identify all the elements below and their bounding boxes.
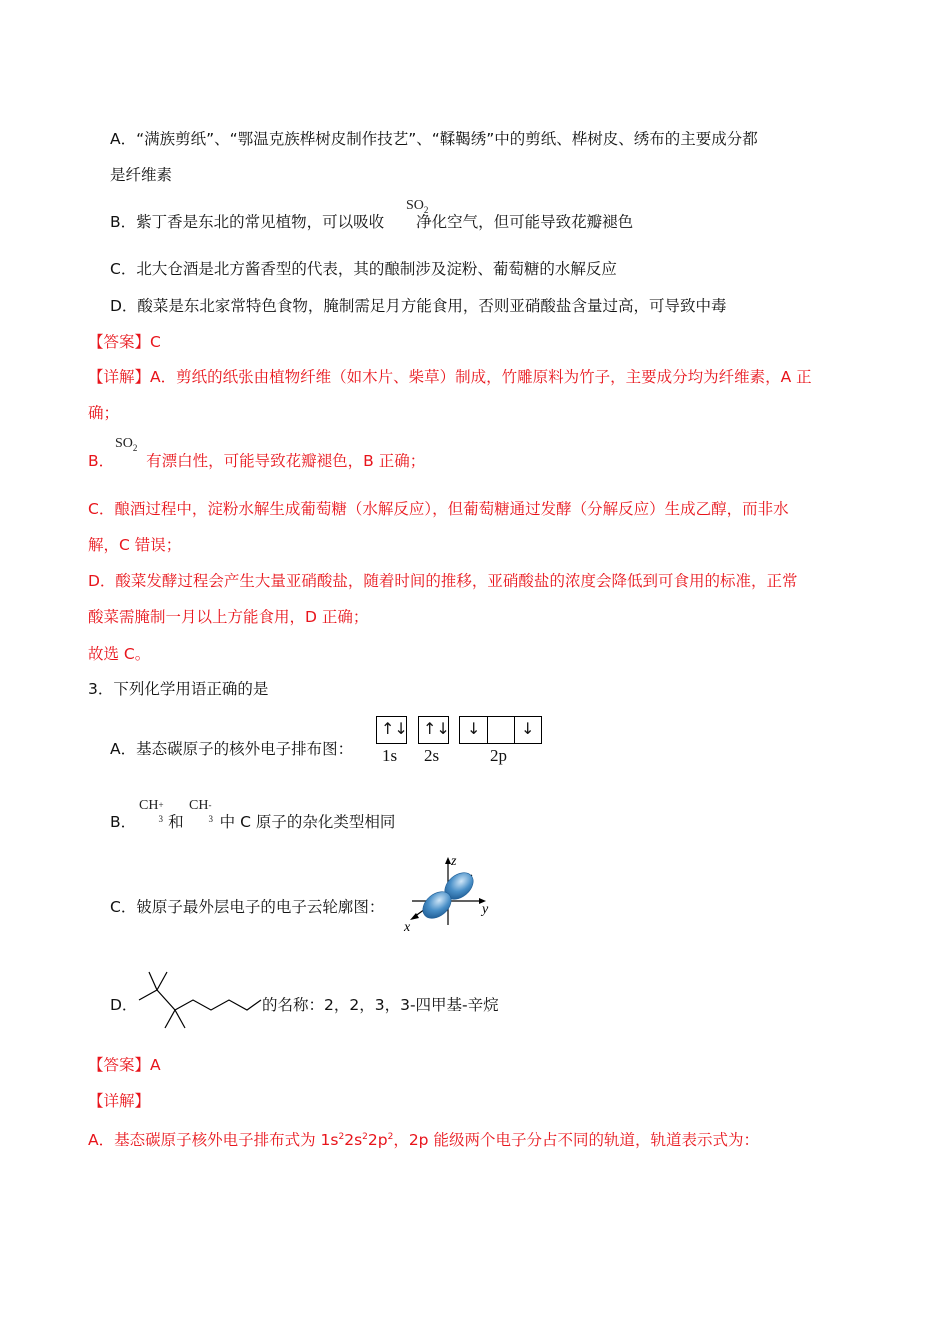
- q2-conclusion: 故选 C。: [88, 645, 151, 663]
- q2-answer: 【答案】C: [88, 333, 161, 351]
- q3-detail-a-mid2: 2p: [367, 1131, 388, 1150]
- orbital-2p-cell: [514, 717, 542, 743]
- x-axis-label: x: [404, 920, 411, 933]
- q3-option-c: C．铍原子最外层电子的电子云轮廓图：: [110, 898, 385, 916]
- orbital-label-2p: 2p: [490, 746, 507, 765]
- orbital-label-1s: 1s: [382, 746, 398, 765]
- q2-detail-d-line1: D．酸菜发酵过程会产生大量亚硝酸盐，随着时间的推移，亚硝酸盐的浓度会降低到可食用的标准，正常: [88, 572, 798, 590]
- so2-formula: [406, 198, 428, 215]
- ch3-cation-formula: [139, 798, 164, 824]
- electron-cloud-figure: [402, 855, 496, 933]
- q2-detail-b-pre: B．: [88, 452, 115, 470]
- q3-stem: 3．下列化学用语正确的是: [88, 680, 269, 698]
- ch3-anion-formula: [189, 798, 214, 824]
- q3-answer: 【答案】A: [88, 1056, 161, 1074]
- arrow-up-down-icon: ↑↓: [423, 719, 450, 738]
- orbital-2p-cell: [487, 717, 515, 743]
- superscript: 2: [387, 1132, 394, 1142]
- q3-option-a: A．基态碳原子的核外电子排布图：: [110, 740, 354, 758]
- so2-base: SO: [115, 436, 133, 451]
- z-axis-label: z: [451, 855, 457, 869]
- q2-detail-a-line1: 【详解】A．剪纸的纸张由植物纤维（如木片、柴草）制成，竹雕原料为竹子，主要成分均为纤维素，A 正: [88, 368, 812, 386]
- q2-detail-c-line1: C．酿酒过程中，淀粉水解生成葡萄糖（水解反应），但葡萄糖通过发酵（分解反应）生成乙醇，而非水: [88, 500, 789, 518]
- q3-detail-a-pre: A．基态碳原子核外电子排布式为 1s: [88, 1131, 339, 1150]
- q2-option-a-line2: 是纤维素: [110, 166, 173, 184]
- arrow-up-down-icon: ↑↓: [381, 719, 408, 738]
- ch3-base: CH: [139, 798, 159, 813]
- orbital-2s-box: [418, 716, 449, 744]
- so2-sub: 2: [132, 442, 138, 453]
- orbital-2p-box: [459, 716, 542, 744]
- arrow-down-icon: ↓: [467, 719, 481, 738]
- q3-detail-a-post: ，2p 能级两个电子分占不同的轨道，轨道表示式为：: [393, 1131, 759, 1150]
- so2-sub: 2: [423, 204, 429, 215]
- q3-option-d-name: 的名称：2，2，3，3-四甲基-辛烷: [262, 996, 499, 1014]
- ch3-charge: +: [158, 800, 164, 810]
- so2-formula-detail: [115, 436, 137, 453]
- q3-option-b-pre: B．: [110, 813, 137, 831]
- q2-detail-d-line2: 酸菜需腌制一月以上方能食用，D 正确；: [88, 608, 369, 626]
- skeletal-structure-figure: [135, 964, 265, 1036]
- q3-option-b: [110, 811, 395, 833]
- q2-option-b-pre: B．紫丁香是东北的常见植物，可以吸收: [110, 213, 385, 231]
- q2-detail-b: [88, 450, 425, 472]
- orbital-label-2s: 2s: [424, 746, 440, 765]
- q3-option-d-label: D．: [110, 996, 138, 1014]
- q2-detail-b-post: 有漂白性，可能导致花瓣褪色，B 正确；: [146, 452, 426, 470]
- superscript: 2: [362, 1132, 368, 1142]
- q2-detail-a-line2: 确；: [88, 404, 120, 422]
- q3-option-b-post: 中 C 原子的杂化类型相同: [219, 813, 396, 831]
- ch3-sub: 3: [208, 814, 213, 824]
- orbital-2p-cell: [460, 717, 488, 743]
- q3-option-b-mid: 和: [168, 813, 184, 831]
- ch3-base: CH: [189, 798, 209, 813]
- skeletal-structure-lines: [139, 972, 261, 1028]
- y-axis-label: y: [482, 902, 489, 917]
- q2-option-c: C．北大仓酒是北方酱香型的代表，其的酿制涉及淀粉、葡萄糖的水解反应: [110, 260, 617, 278]
- q3-detail-a-mid1: 2s: [344, 1131, 363, 1150]
- q2-option-d: D．酸菜是东北家常特色食物，腌制需足月方能食用，否则亚硝酸盐含量过高，可导致中毒: [110, 297, 727, 315]
- q2-option-b-post: 净化空气，但可能导致花瓣褪色: [416, 213, 634, 231]
- q3-detail-a: [88, 1126, 759, 1151]
- q3-detail-label: 【详解】: [88, 1092, 151, 1110]
- q2-detail-c-line2: 解，C 错误；: [88, 536, 182, 554]
- superscript: 2: [338, 1132, 345, 1142]
- ch3-sub: 3: [158, 814, 163, 824]
- orbital-1s-box: [376, 716, 407, 744]
- ch3-charge: -: [208, 800, 212, 810]
- q2-option-a-line1: A．“满族剪纸”、“鄂温克族桦树皮制作技艺”、“鞣鞨绣”中的剪纸、桦树皮、绣布的主要成分都: [110, 130, 758, 148]
- q2-option-b: [110, 211, 633, 233]
- arrow-down-icon: ↓: [521, 719, 535, 738]
- so2-base: SO: [406, 198, 424, 213]
